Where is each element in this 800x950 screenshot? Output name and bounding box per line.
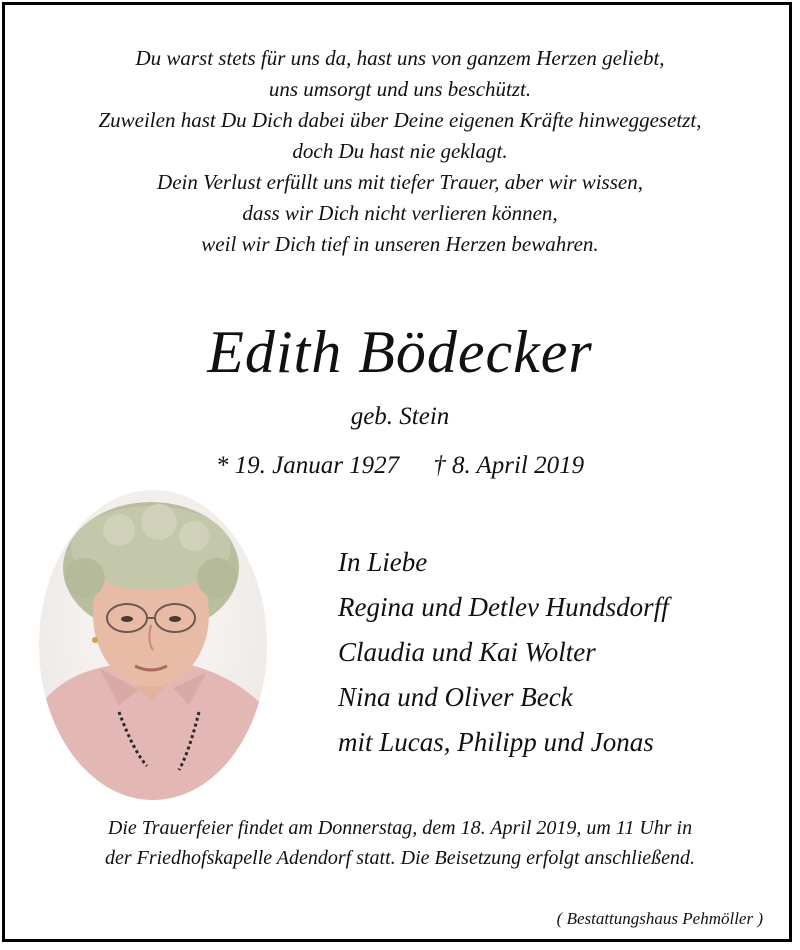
death-date: † 8. April 2019 [433, 452, 585, 479]
memorial-poem [5, 43, 795, 260]
mourners-line: Claudia und Kai Wolter [338, 637, 596, 667]
poem-line: weil wir Dich tief in unseren Herzen bewahren. [201, 232, 599, 256]
portrait-photo [39, 490, 267, 800]
mourners-line: Nina und Oliver Beck [338, 682, 573, 712]
service-announcement [5, 813, 795, 873]
poem-line: doch Du hast nie geklagt. [292, 139, 508, 163]
deceased-name: Edith Bödecker [207, 319, 593, 385]
mourners-list [338, 540, 669, 765]
poem-line: dass wir Dich nicht verlieren können, [242, 201, 558, 225]
service-line: Die Trauerfeier findet am Donnerstag, dem 18. April 2019, um 11 Uhr in [107, 817, 693, 839]
poem-line: uns umsorgt und uns beschützt. [268, 77, 532, 101]
service-line: der Friedhofskapelle Adendorf statt. Die Beisetzung erfolgt anschließend. [104, 847, 696, 869]
maiden-name: geb. Stein [350, 403, 450, 430]
poem-line: Zuweilen hast Du Dich dabei über Deine eigenen Kräfte hinweggesetzt, [98, 108, 702, 132]
poem-line: Du warst stets für uns da, hast uns von ganzem Herzen geliebt, [135, 46, 665, 70]
mourners-line: mit Lucas, Philipp und Jonas [338, 727, 654, 757]
funeral-home: ( Bestattungshaus Pehmöller ) [556, 909, 763, 928]
life-dates [5, 449, 795, 483]
mourners-line: In Liebe [338, 547, 428, 577]
obituary-frame [2, 2, 792, 942]
mourners-line: Regina und Detlev Hundsdorff [338, 592, 669, 622]
birth-date: * 19. Januar 1927 [215, 452, 400, 479]
poem-line: Dein Verlust erfüllt uns mit tiefer Trauer, aber wir wissen, [157, 170, 643, 194]
